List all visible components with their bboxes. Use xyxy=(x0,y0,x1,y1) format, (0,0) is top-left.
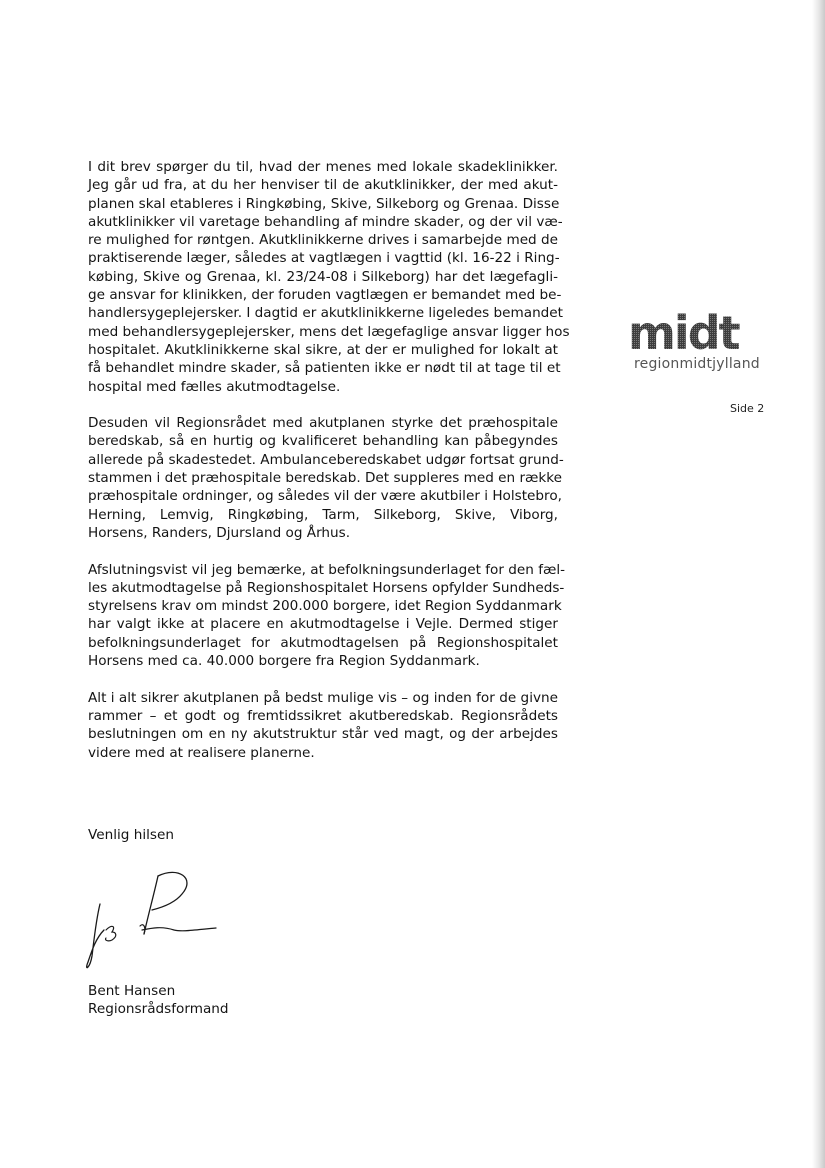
text-line: re mulighed for røntgen. Akutklinikkerne drives i samarbejde med de xyxy=(88,232,558,249)
text-line: praktiserende læger, således at vagtlægen i vagttid (kl. 16-22 i Ring- xyxy=(88,250,560,267)
text-line: allerede på skadestedet. Ambulanceberedskabet udgør fortsat grund- xyxy=(88,451,564,468)
text-line: Horsens med ca. 40.000 borgere fra Region Syddanmark. xyxy=(88,653,480,670)
text-line: planen skal etableres i Ringkøbing, Skive, Silkeborg og Grenaa. Disse xyxy=(88,195,560,212)
text-line: styrelsens krav om mindst 200.000 borgere, idet Region Syddanmark xyxy=(88,598,562,615)
text-line: stammen i det præhospitale beredskab. Det suppleres med en række xyxy=(88,470,563,487)
text-line: købing, Skive og Grenaa, kl. 23/24-08 i Silkeborg) har det lægefagli- xyxy=(88,268,558,285)
text-line: med behandlersygeplejersker, mens det lægefaglige ansvar ligger hos xyxy=(88,323,570,340)
paragraph-1 xyxy=(88,158,570,396)
text-line: hospitalet. Akutklinikkerne skal sikre, at der er mulighed for lokalt at xyxy=(88,341,558,358)
text-line: rammer – et godt og fremtidssikret akutberedskab. Regionsrådets xyxy=(88,707,558,724)
text-line: handlersygeplejersker. I dagtid er akutklinikkerne ligeledes bemandet xyxy=(88,305,564,322)
text-line: akutklinikker vil varetage behandling af mindre skader, og der vil væ- xyxy=(88,213,563,230)
text-line: beredskab, så en hurtig og kvalificeret behandling kan påbegyndes xyxy=(88,433,558,450)
text-line: Herning, Lemvig, Ringkøbing, Tarm, Silkeborg, Skive, Viborg, xyxy=(88,506,558,523)
scan-edge-shadow xyxy=(812,0,825,1168)
text-line: Desuden vil Regionsrådet med akutplanen styrke det præhospitale xyxy=(88,415,558,432)
closing-greeting: Venlig hilsen xyxy=(88,827,174,843)
text-line: les akutmodtagelse på Regionshospitalet Horsens opfylder Sundheds- xyxy=(88,579,565,596)
text-line: Jeg går ud fra, at du her henviser til de akutklinikker, der med akut- xyxy=(88,177,558,194)
signer-title: Regionsrådsformand xyxy=(88,1001,229,1018)
text-line: ge ansvar for klinikken, der foruden vagtlægen er bemandet med be- xyxy=(88,287,562,304)
paragraph-4 xyxy=(88,689,558,762)
text-line: befolkningsunderlaget for akutmodtagelsen på Regionshospitalet xyxy=(88,634,558,651)
paragraph-3 xyxy=(88,561,566,671)
text-line: Horsens, Randers, Djursland og Århus. xyxy=(88,524,351,541)
region-midt-logo xyxy=(628,308,764,356)
logo-subtitle: regionmidtjylland xyxy=(634,356,760,372)
paragraph-2 xyxy=(88,414,564,542)
page-number: Side 2 xyxy=(730,402,765,415)
logo-wordmark: midt xyxy=(628,308,739,356)
text-line: hospital med fælles akutmodtagelse. xyxy=(88,378,341,395)
text-line: få behandlet mindre skader, så patienten ikke er nødt til at tage til et xyxy=(88,360,561,377)
letter-body xyxy=(88,158,570,780)
text-line: Alt i alt sikrer akutplanen på bedst mulige vis – og inden for de givne xyxy=(88,689,558,706)
text-line: beslutningen om en ny akutstruktur står ved magt, og der arbejdes xyxy=(88,726,558,743)
text-line: I dit brev spørger du til, hvad der menes med lokale skadeklinikker. xyxy=(88,159,558,175)
handwritten-signature xyxy=(82,864,222,976)
signer-name: Bent Hansen xyxy=(88,983,176,999)
text-line: Afslutningsvist vil jeg bemærke, at befolkningsunderlaget for den fæl- xyxy=(88,561,566,578)
signer-block xyxy=(88,982,229,1019)
text-line: har valgt ikke at placere en akutmodtagelse i Vejle. Dermed stiger xyxy=(88,616,558,633)
text-line: videre med at realisere planerne. xyxy=(88,744,315,761)
text-line: præhospitale ordninger, og således vil der være akutbiler i Holstebro, xyxy=(88,488,562,505)
